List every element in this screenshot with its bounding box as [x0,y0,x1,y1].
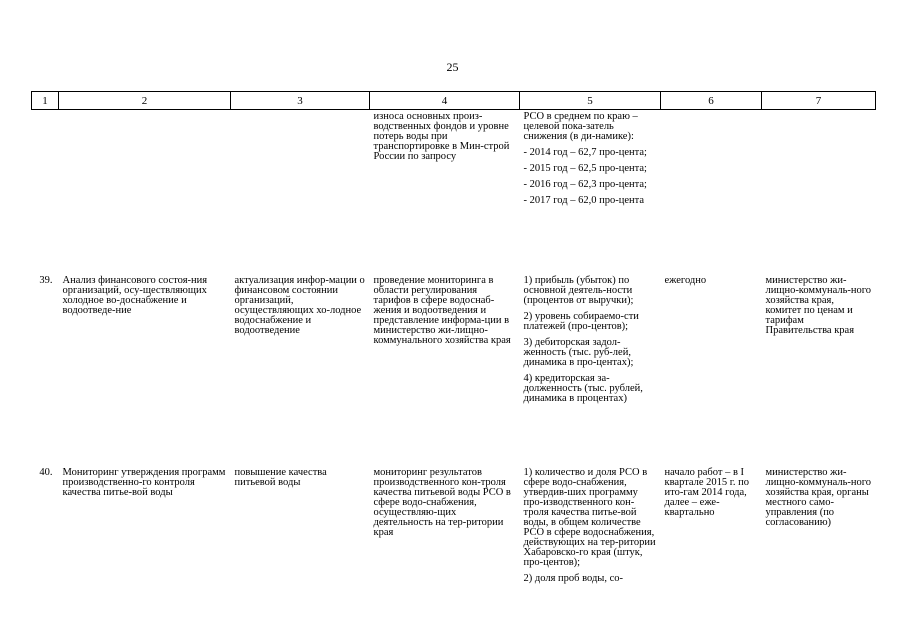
responsible: министерство жи-лищно-коммуналь-ного хозяйства края, органы местного само-управления (по согласованию) [765,466,872,528]
indicators-cell [520,466,661,588]
measure-content: проведение мониторинга в области регулирования тарифов в сфере водоснаб-жения и водоотведения и представление информа-ции в министерство жи-лищно-коммунального хозяйства края [373,274,511,346]
responsible [762,110,876,274]
table-row [32,466,876,588]
indicator-item: 1) прибыль (убыток) по основной деятель-ности (процентов от выручки); [523,274,634,306]
indicators-cell [520,274,661,466]
indicator-item: - 2014 год – 62,7 про-цента; [523,147,647,158]
measure-content: износа основных произ-водственных фондов и уровне потерь воды при транспортировке в Мин-строй России по запросу [373,111,510,162]
table-row [32,110,876,274]
measures-table [31,91,876,588]
column-header: 2 [59,92,231,110]
column-header: 5 [520,92,661,110]
indicator-item: 1) количество и доля РСО в сфере водо-снабжения, утвердив-ших программу про-изводственного кон-троля качества питье-вой воды, в общем количестве РСО в сфере водоснабжения, действующих на тер-ритории Хабаровско-го края (штук, про-центов); [523,466,656,568]
table-row [32,274,876,466]
indicator-item: 2) доля проб воды, со- [523,572,623,584]
measure-goal: повышение качества питьевой воды [234,466,327,488]
column-header: 4 [370,92,520,110]
indicator-item: - 2015 год – 62,5 про-цента; [523,163,647,174]
indicator-item: РСО в среднем по краю – целевой пока-затель снижения (в ди-намике): [523,111,638,142]
row-number: 39. [39,274,53,286]
column-header: 3 [231,92,370,110]
deadline: ежегодно [664,274,707,286]
measure-goal: актуализация инфор-мации о финансовом состоянии организаций, осуществляющих хо-лодное водоснабжение и водоотведение [234,274,365,336]
row-number [32,110,59,274]
column-header: 6 [661,92,762,110]
measure-name: Анализ финансового состоя-ния организаций, осу-ществляющих холодное во-доснабжение и водоотведе-ние [62,274,208,316]
deadline: начало работ – в I квартале 2015 г. по ито-гам 2014 года, далее – еже-квартально [664,466,750,518]
column-header: 1 [32,92,59,110]
measure-content: мониторинг результатов производственного кон-троля качества питьевой воды РСО в сфере водо-снабжения, осуществляю-щих деятельность на тер-ритории края [373,466,511,538]
indicator-item: - 2017 год – 62,0 про-цента [523,195,644,206]
measure-goal [231,110,370,274]
column-header: 7 [762,92,876,110]
deadline [661,110,762,274]
indicator-item: 2) уровень собираемо-сти платежей (про-центов); [523,310,639,332]
header-row [32,92,876,110]
measure-name [59,110,231,274]
row-number: 40. [39,466,53,478]
indicator-item: 4) кредиторская за-долженность (тыс. рублей, динамика в процентах) [523,372,643,404]
indicator-item: - 2016 год – 62,3 про-цента; [523,179,647,190]
indicator-item: 3) дебиторская задол-женность (тыс. руб-лей, динамика в про-центах); [523,336,634,368]
measure-name: Мониторинг утверждения программ производственно-го контроля качества питье-вой воды [62,466,226,498]
responsible: министерство жи-лищно-коммуналь-ного хозяйства края, комитет по ценам и тарифам Правительства края [765,274,872,336]
page-number: 25 [446,60,459,74]
indicators-cell [520,110,661,274]
